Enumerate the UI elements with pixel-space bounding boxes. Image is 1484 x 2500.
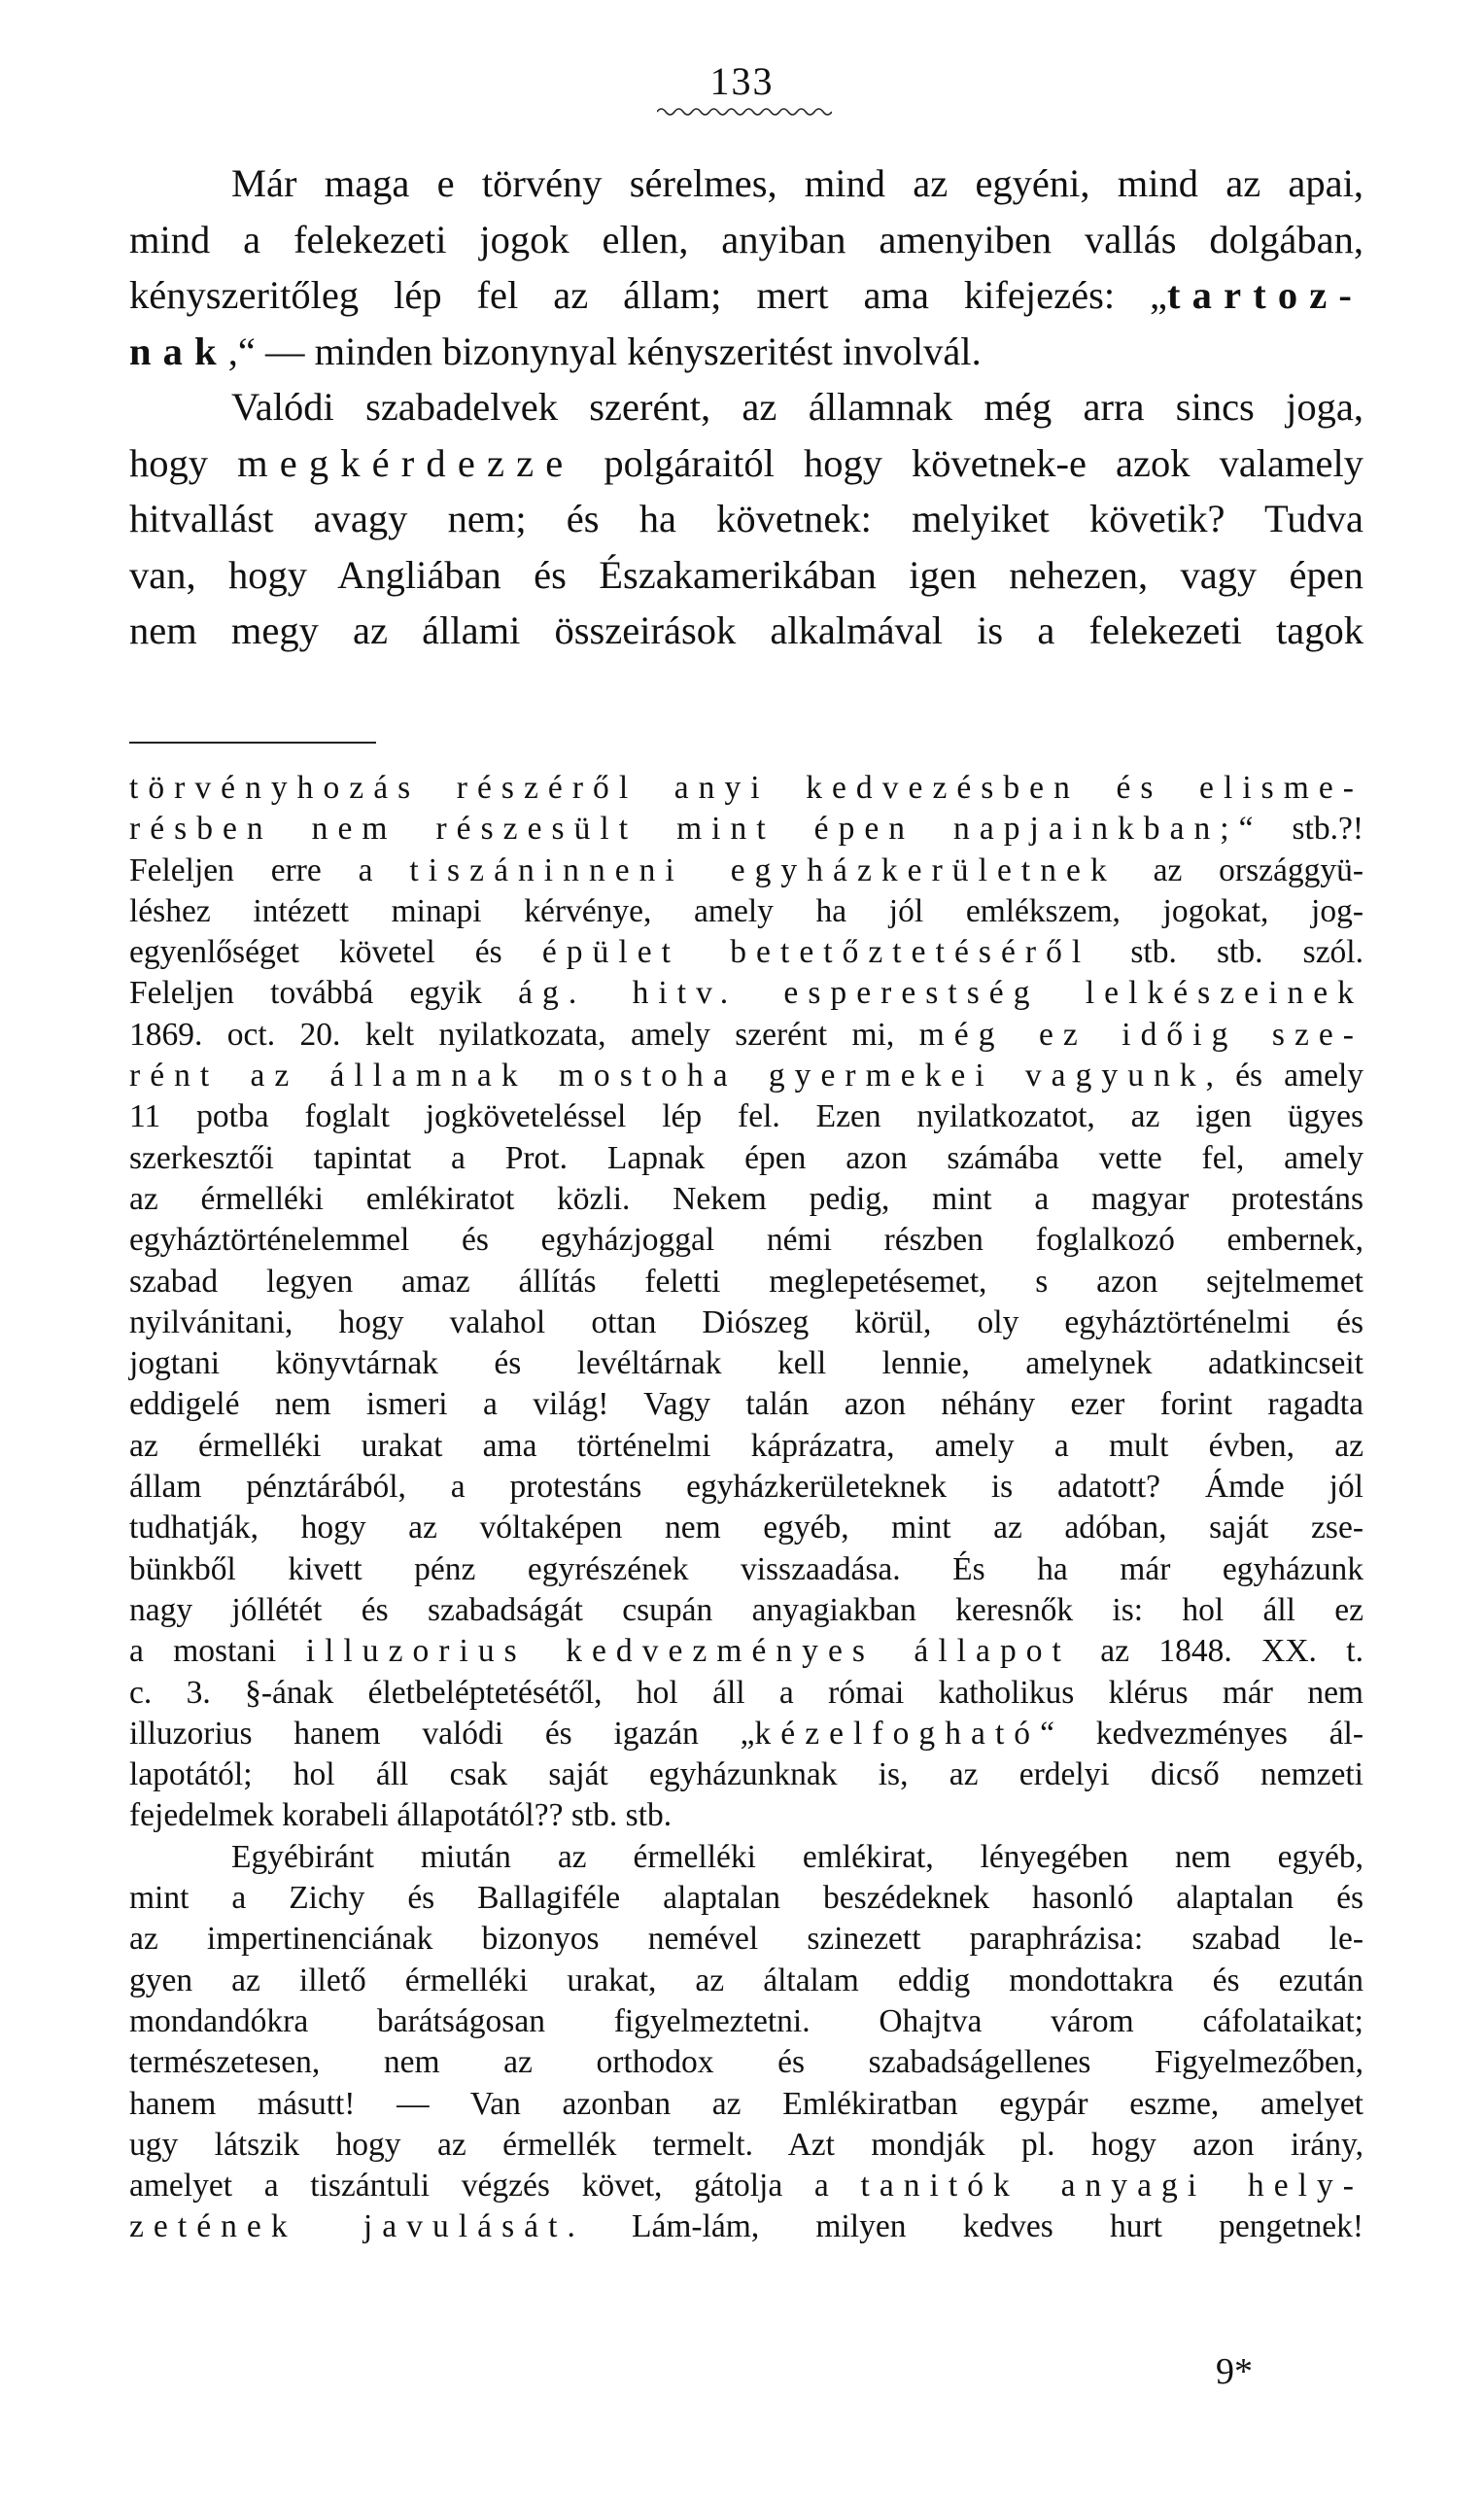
- text-line: Már maga e törvény sérelmes, mind az egyéni, mind az apai,: [231, 161, 1363, 205]
- text-line: hitvallást avagy nem; és ha követnek: melyiket követik? Tudva: [129, 497, 1363, 540]
- footnote-line: egyenlőséget követel és épület betetőztetéséről stb. stb. szól.: [129, 934, 1363, 971]
- spaced-emphasis: nak: [129, 329, 228, 373]
- footnote-line: 1869. oct. 20. kelt nyilatkozata, amely szerént mi, még ez időig sze-: [129, 1016, 1363, 1053]
- footnote-line: amelyet a tiszántuli végzés követ, gátolja a tanitók anyagi hely-: [129, 2168, 1364, 2205]
- text-line: kényszeritőleg lép fel az állam; mert ama kifejezés: „tartoz-: [129, 273, 1363, 317]
- footnote-line: jogtani könyvtárnak és levéltárnak kell lennie, amelynek adatkincseit: [129, 1345, 1363, 1382]
- footnote-line: szerkesztői tapintat a Prot. Lapnak épen azon számába vette fel, amely: [129, 1139, 1363, 1176]
- footnote-line: rént az államnak mostoha gyermekei vagyunk, és amely: [129, 1058, 1363, 1094]
- footnote-line: illuzorius hanem valódi és igazán „kézelfogható“ kedvezményes ál-: [129, 1715, 1363, 1752]
- footnote-line: eddigelé nem ismeri a világ! Vagy talán azon néhány ezer forint ragadta: [129, 1386, 1363, 1423]
- footnote-line: Feleljen továbbá egyik ág. hitv. esperestség lelkészeinek: [129, 975, 1363, 1012]
- footnote-line: bünkből kivett pénz egyrészének visszaadása. És ha már egyházunk: [129, 1550, 1363, 1587]
- main-text: [129, 156, 1363, 659]
- text-line: nak,“ — minden bizonynyal kényszeritést involvál.: [129, 329, 982, 373]
- footnote-line: nyilvánitani, hogy valahol ottan Diószeg körül, oly egyháztörténelmi és: [129, 1303, 1363, 1340]
- footnote-line: az érmelléki emlékiratot közli. Nekem pedig, mint a magyar protestáns: [129, 1180, 1363, 1217]
- text-line: van, hogy Angliában és Északamerikában igen nehezen, vagy épen: [129, 552, 1363, 597]
- footnote-line: Egyébiránt miután az érmelléki emlékirat, lényegében nem egyéb,: [231, 1838, 1363, 1875]
- footnote-line: Feleljen erre a tiszáninneni egyházkerületnek az országgyü-: [129, 851, 1364, 888]
- footnote-line: nagy jóllétét és szabadságát csupán anyagiakban keresnők is: hol áll ez: [129, 1591, 1363, 1628]
- footnote-line: a mostani illuzorius kedvezményes állapot az 1848. XX. t.: [129, 1633, 1363, 1670]
- footnote-line: az impertinenciának bizonyos nemével szinezett paraphrázisa: szabad le-: [129, 1921, 1363, 1958]
- footnote-line: szabad legyen amaz állítás feletti meglepetésemet, s azon sejtelmemet: [129, 1263, 1363, 1300]
- footnote-line: gyen az illető érmelléki urakat, az általam eddig mondottakra és ezután: [129, 1962, 1363, 1998]
- footnote-line: állam pénztárából, a protestáns egyházkerületeknek is adatott? Ámde jól: [129, 1469, 1363, 1506]
- text-line: hogy megkérdezze polgáraitól hogy követnek-e azok valamely: [129, 440, 1364, 485]
- signature-mark: 9*: [1216, 2351, 1253, 2392]
- spaced-emphasis: tartoz-: [1167, 273, 1363, 317]
- footnote-line: léshez intézett minapi kérvénye, amely ha jól emlékszem, jogokat, jog-: [129, 892, 1363, 929]
- footnote-line: 11 potba foglalt jogköveteléssel lép fel. Ezen nyilatkozatot, az igen ügyes: [129, 1098, 1363, 1135]
- footnote-line: mondandókra barátságosan figyelmeztetni. Ohajtva várom cáfolataikat;: [129, 2002, 1363, 2039]
- footnote-line: c. 3. §-ának életbeléptetésétől, hol áll a római katholikus klérus már nem: [129, 1674, 1363, 1711]
- text-line: mind a felekezeti jogok ellen, anyiban amenyiben vallás dolgában,: [129, 217, 1363, 261]
- ornament-divider: [657, 105, 832, 119]
- text-line: Valódi szabadelvek szerént, az államnak még arra sincs joga,: [231, 385, 1363, 429]
- footnote-line: ugy látszik hogy az érmellék termelt. Azt mondják pl. hogy azon irány,: [129, 2126, 1363, 2163]
- footnote-line: az érmelléki urakat ama történelmi káprázatra, amely a mult évben, az: [129, 1427, 1363, 1464]
- footnote-line: természetesen, nem az orthodox és szabadságellenes Figyelmezőben,: [129, 2044, 1363, 2081]
- footnote-line: mint a Zichy és Ballagiféle alaptalan beszédeknek hasonló alaptalan és: [129, 1880, 1363, 1917]
- text-line: nem megy az állami összeirások alkalmával is a felekezeti tagok: [129, 608, 1363, 652]
- footnote-line: résben nem részesült mint épen napjainkban;“ stb.?!: [129, 811, 1363, 848]
- footnote-separator: [129, 742, 376, 744]
- footnote-line: fejedelmek korabeli állapotától?? stb. stb.: [129, 1797, 673, 1834]
- footnote-line: zetének javulását. Lám-lám, milyen kedves hurt pengetnek!: [129, 2208, 1363, 2245]
- footnote-line: törvényhozás részéről anyi kedvezésben és elisme-: [129, 770, 1363, 806]
- footnote-line: lapotától; hol áll csak saját egyházunknak is, az erdelyi dicső nemzeti: [129, 1756, 1363, 1793]
- footnote-line: hanem másutt! — Van azonban az Emlékiratban egypár eszme, amelyet: [129, 2085, 1363, 2122]
- spaced-emphasis: megkérdezze: [237, 440, 575, 485]
- footnote-line: tudhatják, hogy az vóltaképen nem egyéb, mint az adóban, saját zse-: [129, 1510, 1363, 1546]
- footnote: [129, 768, 1363, 2248]
- page-number: 133: [709, 59, 775, 103]
- footnote-line: egyháztörténelemmel és egyházjoggal némi részben foglalkozó embernek,: [129, 1222, 1363, 1259]
